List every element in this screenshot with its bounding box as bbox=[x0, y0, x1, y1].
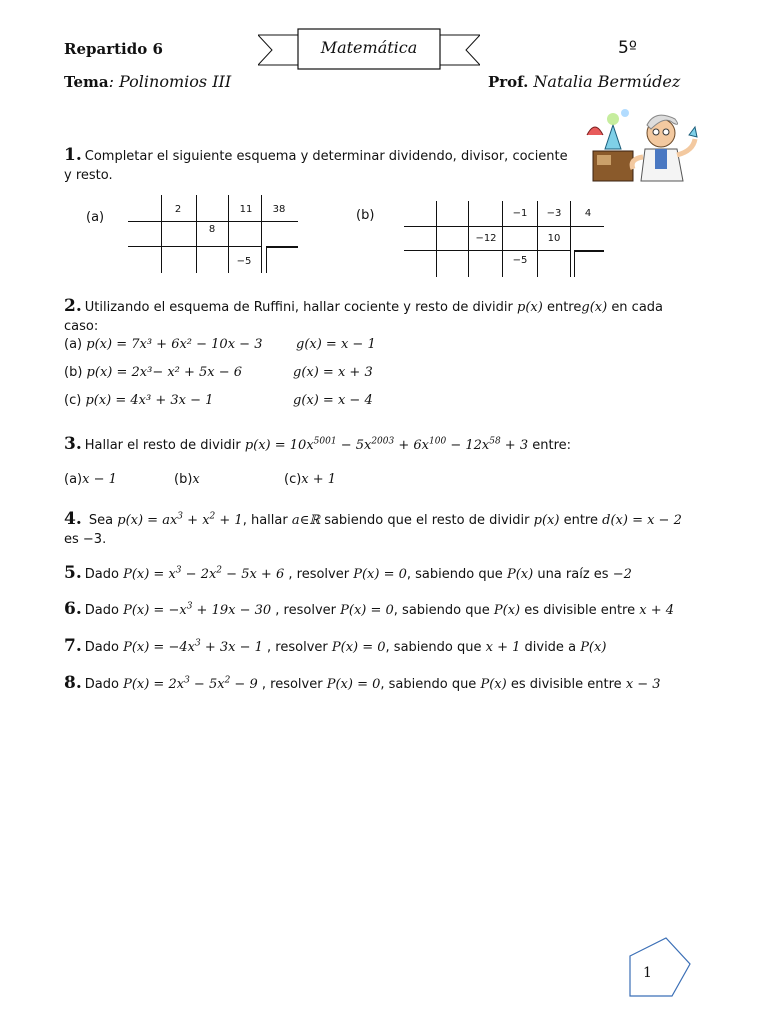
tema-line bbox=[64, 72, 231, 91]
question-2-gx: g(x) bbox=[581, 300, 608, 315]
question-3-number: 3. bbox=[64, 434, 82, 454]
question-3b-label: (b) bbox=[174, 472, 193, 487]
question-8-t4: es divisible entre bbox=[510, 677, 622, 692]
ruffini-a-r1c2: 2 bbox=[174, 204, 182, 215]
question-4-cond: a∈ℝ bbox=[291, 513, 321, 528]
question-6-t4: es divisible entre bbox=[524, 603, 636, 618]
question-2-px: p(x) bbox=[517, 300, 543, 315]
question-2-text-line2: caso: bbox=[64, 319, 99, 334]
question-7-number: 7. bbox=[64, 636, 82, 656]
question-1 bbox=[64, 146, 584, 185]
question-8-eq: P(x) = 0 bbox=[326, 677, 381, 692]
question-1-text-line2: y resto. bbox=[64, 168, 113, 183]
question-3a-label: (a) bbox=[64, 472, 83, 487]
page-number: 1 bbox=[643, 965, 652, 981]
question-2b-label: (b) bbox=[64, 365, 83, 380]
scientist-clipart bbox=[585, 105, 699, 185]
question-2-text-end: en cada bbox=[611, 300, 664, 315]
question-4-px: p(x) bbox=[533, 513, 560, 528]
question-3-text: Hallar el resto de dividir bbox=[84, 438, 241, 453]
question-8-t3: , sabiendo que bbox=[380, 677, 477, 692]
banner-title: Matemática bbox=[320, 38, 418, 57]
question-5-root: −2 bbox=[612, 567, 632, 582]
question-5-number: 5. bbox=[64, 563, 82, 583]
question-6-eq: P(x) = 0 bbox=[340, 603, 394, 618]
tema-value: : Polinomios III bbox=[108, 72, 232, 91]
grade-label: 5º bbox=[618, 38, 637, 58]
ruffini-b-r2c5: 10 bbox=[547, 233, 561, 244]
question-5 bbox=[64, 564, 714, 584]
prof-label: Prof. bbox=[488, 73, 529, 91]
question-6-t3: , sabiendo que bbox=[393, 603, 490, 618]
question-4-dx: d(x) = x − 2 bbox=[602, 513, 682, 528]
question-2b-p: p(x) = 2x³− x² + 5x − 6 bbox=[86, 365, 243, 380]
question-2 bbox=[64, 297, 704, 336]
question-5-px: P(x) bbox=[506, 567, 534, 582]
question-4-t2: , hallar bbox=[242, 513, 288, 528]
question-2a-label: (a) bbox=[64, 337, 83, 352]
question-8-div: x − 3 bbox=[625, 677, 661, 692]
question-7-div: x + 1 bbox=[485, 640, 521, 655]
question-7-eq: P(x) = 0 bbox=[331, 640, 386, 655]
ruffini-b-r1c6: 4 bbox=[584, 208, 592, 219]
question-4-expr: $p(x) = ax^3 + x^2 + 1$ bbox=[117, 511, 243, 528]
tema-label: Tema bbox=[64, 73, 109, 91]
ruffini-b-r3c4: −5 bbox=[512, 255, 528, 266]
question-5-t1: Dado bbox=[84, 567, 119, 582]
prof-line bbox=[488, 72, 680, 91]
question-7-expr: $P(x) = -4x^3 + 3x - 1$ bbox=[123, 638, 263, 655]
question-3-tail: entre: bbox=[532, 438, 572, 453]
question-8-t1: Dado bbox=[84, 677, 119, 692]
ruffini-a-r1c5: 38 bbox=[272, 204, 286, 215]
question-8 bbox=[64, 674, 724, 694]
question-2-entre: entre bbox=[546, 300, 582, 315]
question-6-t2: , resolver bbox=[275, 603, 336, 618]
ruffini-b-r1c5: −3 bbox=[546, 208, 562, 219]
question-4-t4: entre bbox=[563, 513, 598, 528]
ruffini-b-r2c3: −12 bbox=[475, 233, 497, 244]
question-2a-g: g(x) = x − 1 bbox=[296, 337, 376, 352]
question-6-number: 6. bbox=[64, 599, 82, 619]
question-4-t3: sabiendo que el resto de dividir bbox=[324, 513, 530, 528]
question-2-text: Utilizando el esquema de Ruffini, hallar cociente y resto de dividir bbox=[84, 300, 513, 315]
question-7 bbox=[64, 637, 714, 657]
ruffini-b-label: (b) bbox=[356, 208, 375, 223]
question-7-t1: Dado bbox=[84, 640, 119, 655]
question-3 bbox=[64, 435, 704, 455]
question-4-line2: es −3. bbox=[64, 532, 107, 547]
question-3b bbox=[174, 470, 200, 489]
question-5-eq: P(x) = 0 bbox=[353, 567, 407, 582]
question-5-t4: una raíz es bbox=[537, 567, 609, 582]
question-5-t3: , sabiendo que bbox=[406, 567, 503, 582]
question-7-t2: , resolver bbox=[267, 640, 328, 655]
ruffini-a-r1c4: 11 bbox=[239, 204, 253, 215]
question-2b-g: g(x) = x + 3 bbox=[293, 365, 373, 380]
question-7-t4: divide a bbox=[524, 640, 577, 655]
question-7-px: P(x) bbox=[580, 640, 607, 655]
question-8-number: 8. bbox=[64, 673, 82, 693]
question-8-expr: $P(x) = 2x^3 - 5x^2 - 9$ bbox=[123, 675, 258, 692]
question-3c bbox=[284, 470, 336, 489]
question-6 bbox=[64, 600, 724, 620]
ruffini-b-r1c4: −1 bbox=[512, 208, 528, 219]
ruffini-a-r2c3: 8 bbox=[208, 224, 216, 235]
prof-name: Natalia Bermúdez bbox=[533, 72, 681, 91]
ruffini-table-b bbox=[404, 201, 606, 279]
question-1-text: Completar el siguiente esquema y determinar dividendo, divisor, cociente bbox=[84, 149, 568, 164]
question-2-number: 2. bbox=[64, 296, 82, 316]
question-2c-p: p(x) = 4x³ + 3x − 1 bbox=[85, 393, 214, 408]
question-3a bbox=[64, 470, 117, 489]
question-8-t2: , resolver bbox=[261, 677, 323, 692]
question-6-t1: Dado bbox=[84, 603, 119, 618]
question-5-t2: , resolver bbox=[288, 567, 350, 582]
question-8-px: P(x) bbox=[480, 677, 507, 692]
question-2b bbox=[64, 363, 242, 382]
question-3b-expr: x bbox=[192, 472, 200, 487]
question-2a bbox=[64, 335, 262, 354]
ruffini-a-r3c4: −5 bbox=[236, 256, 252, 267]
question-2c bbox=[64, 391, 213, 410]
question-7-t3: , sabiendo que bbox=[385, 640, 482, 655]
question-5-expr: $P(x) = x^3 - 2x^2 - 5x + 6$ bbox=[123, 565, 285, 582]
ruffini-a-label: (a) bbox=[86, 210, 105, 225]
question-2a-p: p(x) = 7x³ + 6x² − 10x − 3 bbox=[86, 337, 263, 352]
question-3-polynomial: $p(x) = 10x^{5001} - 5x^{2003} + 6x^{100} - 12x^{58} + 3$ bbox=[244, 436, 529, 453]
question-4-number: 4. bbox=[64, 509, 82, 529]
question-2c-label: (c) bbox=[64, 393, 82, 408]
page-number-badge bbox=[626, 936, 694, 1000]
question-2c-g: g(x) = x − 4 bbox=[293, 393, 373, 408]
question-6-div: x + 4 bbox=[639, 603, 674, 618]
question-3c-label: (c) bbox=[284, 472, 302, 487]
ruffini-table-a bbox=[128, 195, 300, 275]
question-6-px: P(x) bbox=[493, 603, 521, 618]
question-3a-expr: x − 1 bbox=[82, 472, 117, 487]
repartido-title: Repartido 6 bbox=[64, 40, 163, 58]
question-6-expr: $P(x) = -x^3 + 19x - 30$ bbox=[123, 601, 272, 618]
question-3c-expr: x + 1 bbox=[301, 472, 337, 487]
question-1-number: 1. bbox=[64, 145, 82, 165]
question-4 bbox=[64, 510, 714, 549]
question-4-t1: Sea bbox=[88, 513, 114, 528]
